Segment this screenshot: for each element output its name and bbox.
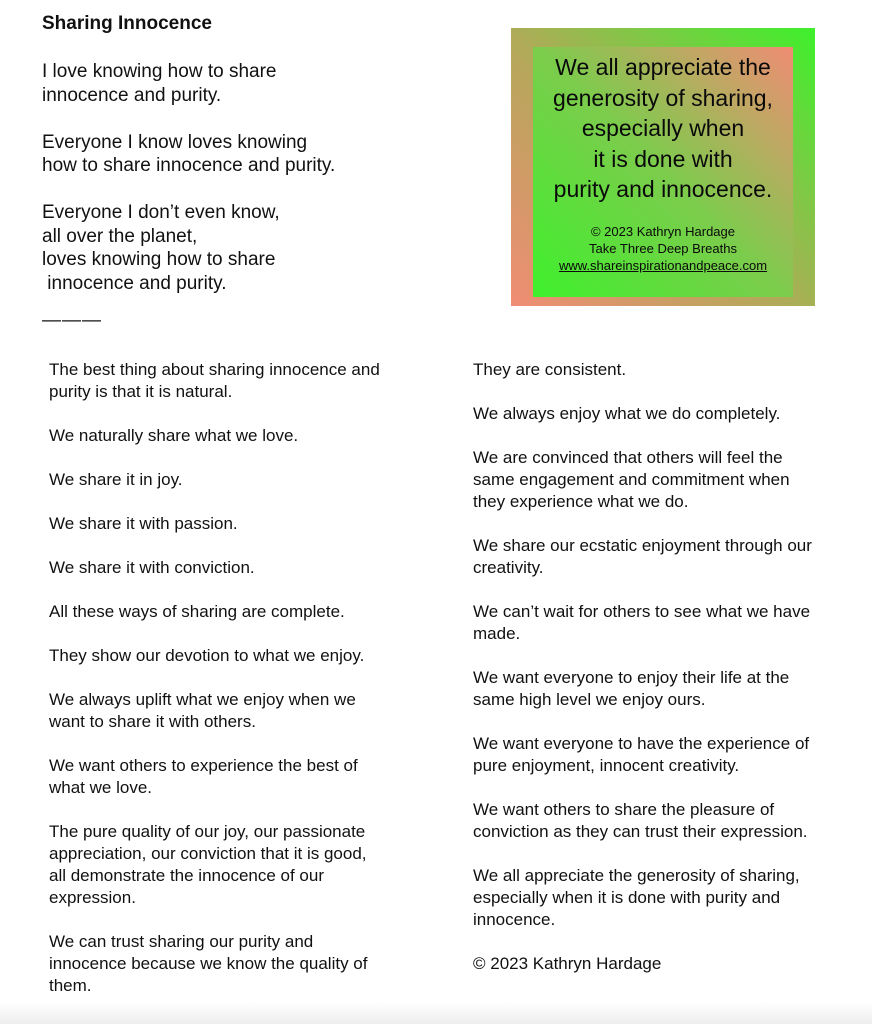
paragraph-line: purity is that it is natural. [49,382,233,401]
page-title: Sharing Innocence [42,13,212,34]
section-divider: ——— [42,310,102,331]
quote-line: We all appreciate the [555,54,771,80]
paragraph-line: We can’t wait for others to see what we have [473,602,811,621]
paragraph [473,403,865,425]
paragraph-line: We always enjoy what we do completely. [473,404,781,423]
poem-stanza [42,131,462,178]
paragraph-line: what we love. [49,778,152,797]
paragraph [473,865,865,931]
paragraph-line: We always uplift what we enjoy when we [49,690,356,709]
paragraph-line: same high level we enjoy ours. [473,690,706,709]
quote-card [511,28,815,306]
poem-line: loves knowing how to share [42,249,276,270]
page-bottom-edge [0,1002,872,1024]
paragraph-line: We share it with conviction. [49,558,255,577]
paragraph-line: All these ways of sharing are complete. [49,602,345,621]
quote-line: generosity of sharing, [553,84,773,111]
quote-line: purity and innocence. [553,176,773,202]
paragraph [473,359,865,381]
paragraph-line: We all appreciate the generosity of sharing, [473,866,800,885]
paragraph-line: appreciation, our conviction that it is good, [49,844,367,863]
paragraph-line: them. [49,976,92,995]
right-column [473,359,865,997]
quote-card-inner [533,47,793,297]
quote-tagline: Take Three Deep Breaths [589,240,737,256]
quote-copyright: © 2023 Kathryn Hardage [590,223,735,239]
quote-credits [559,223,767,274]
paragraph [49,601,441,623]
paragraph-line: They are consistent. [473,360,627,379]
paragraph [473,447,865,513]
paragraph-line: We naturally share what we love. [49,426,299,445]
paragraph [473,733,865,777]
paragraph [473,601,865,645]
poem-line: Everyone I know loves knowing [42,131,308,153]
poem-stanza [42,60,462,107]
paragraph-line: The pure quality of our joy, our passionate [49,822,366,841]
quote-url-link[interactable]: www.shareinspirationandpeace.com [558,257,768,273]
paragraph-line: We want others to experience the best of [49,756,358,775]
paragraph [49,931,441,997]
paragraph-line: We share it in joy. [49,470,183,489]
paragraph-line: they experience what we do. [473,492,689,511]
poem [42,60,462,319]
poem-line: how to share innocence and purity. [42,155,336,176]
paragraph-line: want to share it with others. [49,712,256,731]
paragraph-line: They show our devotion to what we enjoy. [49,646,365,665]
poem-line: all over the planet, [42,225,198,247]
paragraph-line: We share our ecstatic enjoyment through our [473,536,812,555]
paragraph [49,645,441,667]
paragraph-line: innocence. [473,910,556,929]
paragraph [473,799,865,843]
paragraph-line: expression. [49,888,136,907]
poem-line: I love knowing how to share [42,61,277,82]
paragraph [473,667,865,711]
paragraph-line: We want everyone to have the experience of [473,734,810,753]
poem-stanza [42,201,462,295]
paragraph-line: same engagement and commitment when [473,470,790,489]
paragraph [49,755,441,799]
paragraph-line: We want everyone to enjoy their life at the [473,668,790,687]
paragraph-line: We are convinced that others will feel the [473,448,783,467]
paragraph-line: especially when it is done with purity and [473,888,781,907]
paragraph [49,513,441,535]
quote-line: especially when [581,115,745,141]
paragraph-line: all demonstrate the innocence of our [49,866,325,885]
paragraph-line: creativity. [473,558,544,577]
paragraph [49,469,441,491]
paragraph-line: pure enjoyment, innocent creativity. [473,756,740,775]
paragraph [473,535,865,579]
paragraph-line: We want others to share the pleasure of [473,800,775,819]
quote-line: it is done with [593,145,733,172]
paragraph [49,425,441,447]
left-column [49,359,441,1019]
paragraph-line: made. [473,624,521,643]
poem-line: innocence and purity. [42,272,227,294]
quote-text [553,52,773,205]
paragraph [473,953,865,975]
paragraph-line: © 2023 Kathryn Hardage [473,954,662,973]
paragraph-line: We share it with passion. [49,514,238,533]
paragraph-line: The best thing about sharing innocence and [49,360,380,379]
paragraph-line: innocence because we know the quality of [49,954,368,973]
paragraph [49,557,441,579]
paragraph [49,821,441,909]
paragraph [49,689,441,733]
poem-line: Everyone I don’t even know, [42,202,280,223]
paragraph-line: We can trust sharing our purity and [49,932,314,951]
paragraph-line: conviction as they can trust their expression. [473,822,808,841]
poem-line: innocence and purity. [42,84,222,106]
paragraph [49,359,441,403]
